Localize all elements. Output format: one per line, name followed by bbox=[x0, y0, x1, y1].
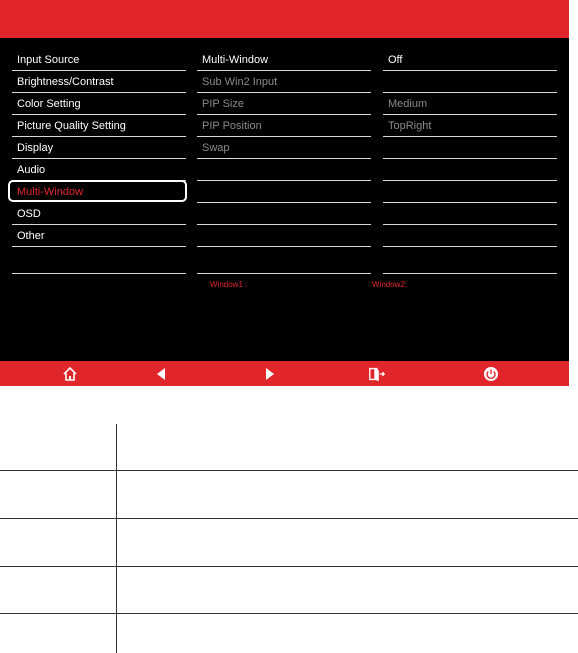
menu-item-brightness-contrast[interactable] bbox=[12, 72, 186, 93]
menu-item-label: Picture Quality Setting bbox=[17, 120, 126, 132]
menu-item-label: Brightness/Contrast bbox=[17, 76, 114, 88]
osd-header-bar bbox=[0, 0, 569, 38]
submenu-item-label: Sub Win2 Input bbox=[202, 76, 278, 88]
menu-item-picture-quality[interactable] bbox=[12, 116, 186, 137]
value-column bbox=[383, 50, 557, 275]
selection-highlight bbox=[8, 180, 187, 202]
window1-status: Window1 : bbox=[210, 280, 248, 289]
power-icon[interactable] bbox=[482, 365, 500, 383]
submenu-item-swap[interactable] bbox=[197, 138, 371, 159]
menu-item-label: Audio bbox=[17, 164, 46, 176]
right-arrow-icon[interactable] bbox=[261, 365, 279, 383]
value-row-empty bbox=[383, 204, 557, 225]
value-swap[interactable] bbox=[383, 138, 557, 159]
menu-item-input-source[interactable] bbox=[12, 50, 186, 71]
left-arrow-icon[interactable] bbox=[152, 365, 170, 383]
menu-item-label: Other bbox=[17, 230, 45, 242]
menu-row-empty bbox=[12, 253, 186, 274]
value-label: Medium bbox=[388, 98, 428, 110]
table-divider-horizontal bbox=[0, 613, 578, 614]
menu-item-label: Color Setting bbox=[17, 98, 81, 110]
table-divider-horizontal bbox=[0, 518, 578, 519]
submenu-row-empty bbox=[197, 160, 371, 181]
value-pip-size[interactable] bbox=[383, 94, 557, 115]
submenu-item-label: Multi-Window bbox=[202, 54, 269, 66]
value-row-empty bbox=[383, 182, 557, 203]
submenu-row-empty bbox=[197, 182, 371, 203]
submenu-row-empty bbox=[197, 204, 371, 225]
table-divider-horizontal bbox=[0, 470, 578, 471]
submenu-item-label: PIP Size bbox=[202, 98, 244, 110]
submenu-item-multi-window[interactable] bbox=[197, 50, 371, 71]
menu-item-label: Input Source bbox=[17, 54, 80, 66]
menu-item-label: Display bbox=[17, 142, 54, 154]
table-divider-horizontal bbox=[0, 566, 578, 567]
exit-icon[interactable] bbox=[368, 365, 386, 383]
submenu-item-pip-position[interactable] bbox=[197, 116, 371, 137]
value-label: TopRight bbox=[388, 120, 432, 132]
value-row-empty bbox=[383, 253, 557, 274]
value-pip-position[interactable] bbox=[383, 116, 557, 137]
footer-nav-bar bbox=[0, 361, 569, 386]
menu-item-osd[interactable] bbox=[12, 204, 186, 225]
menu-item-other[interactable] bbox=[12, 226, 186, 247]
home-icon[interactable] bbox=[61, 365, 79, 383]
menu-item-audio[interactable] bbox=[12, 160, 186, 181]
value-sub-win2-input[interactable] bbox=[383, 72, 557, 93]
submenu-row-empty bbox=[197, 226, 371, 247]
value-multi-window[interactable] bbox=[383, 50, 557, 71]
submenu-item-label: PIP Position bbox=[202, 120, 262, 132]
sub-menu bbox=[197, 50, 371, 275]
submenu-item-pip-size[interactable] bbox=[197, 94, 371, 115]
value-row-empty bbox=[383, 226, 557, 247]
value-label: Off bbox=[388, 54, 403, 66]
submenu-row-empty bbox=[197, 253, 371, 274]
table-divider-vertical bbox=[116, 424, 117, 653]
menu-item-label: Multi-Window bbox=[17, 186, 84, 198]
menu-item-color-setting[interactable] bbox=[12, 94, 186, 115]
submenu-item-label: Swap bbox=[202, 142, 230, 154]
value-row-empty bbox=[383, 160, 557, 181]
menu-item-label: OSD bbox=[17, 208, 41, 220]
window2-status: Window2: bbox=[372, 280, 408, 289]
main-menu bbox=[12, 50, 186, 275]
menu-item-display[interactable] bbox=[12, 138, 186, 159]
submenu-item-sub-win2-input[interactable] bbox=[197, 72, 371, 93]
